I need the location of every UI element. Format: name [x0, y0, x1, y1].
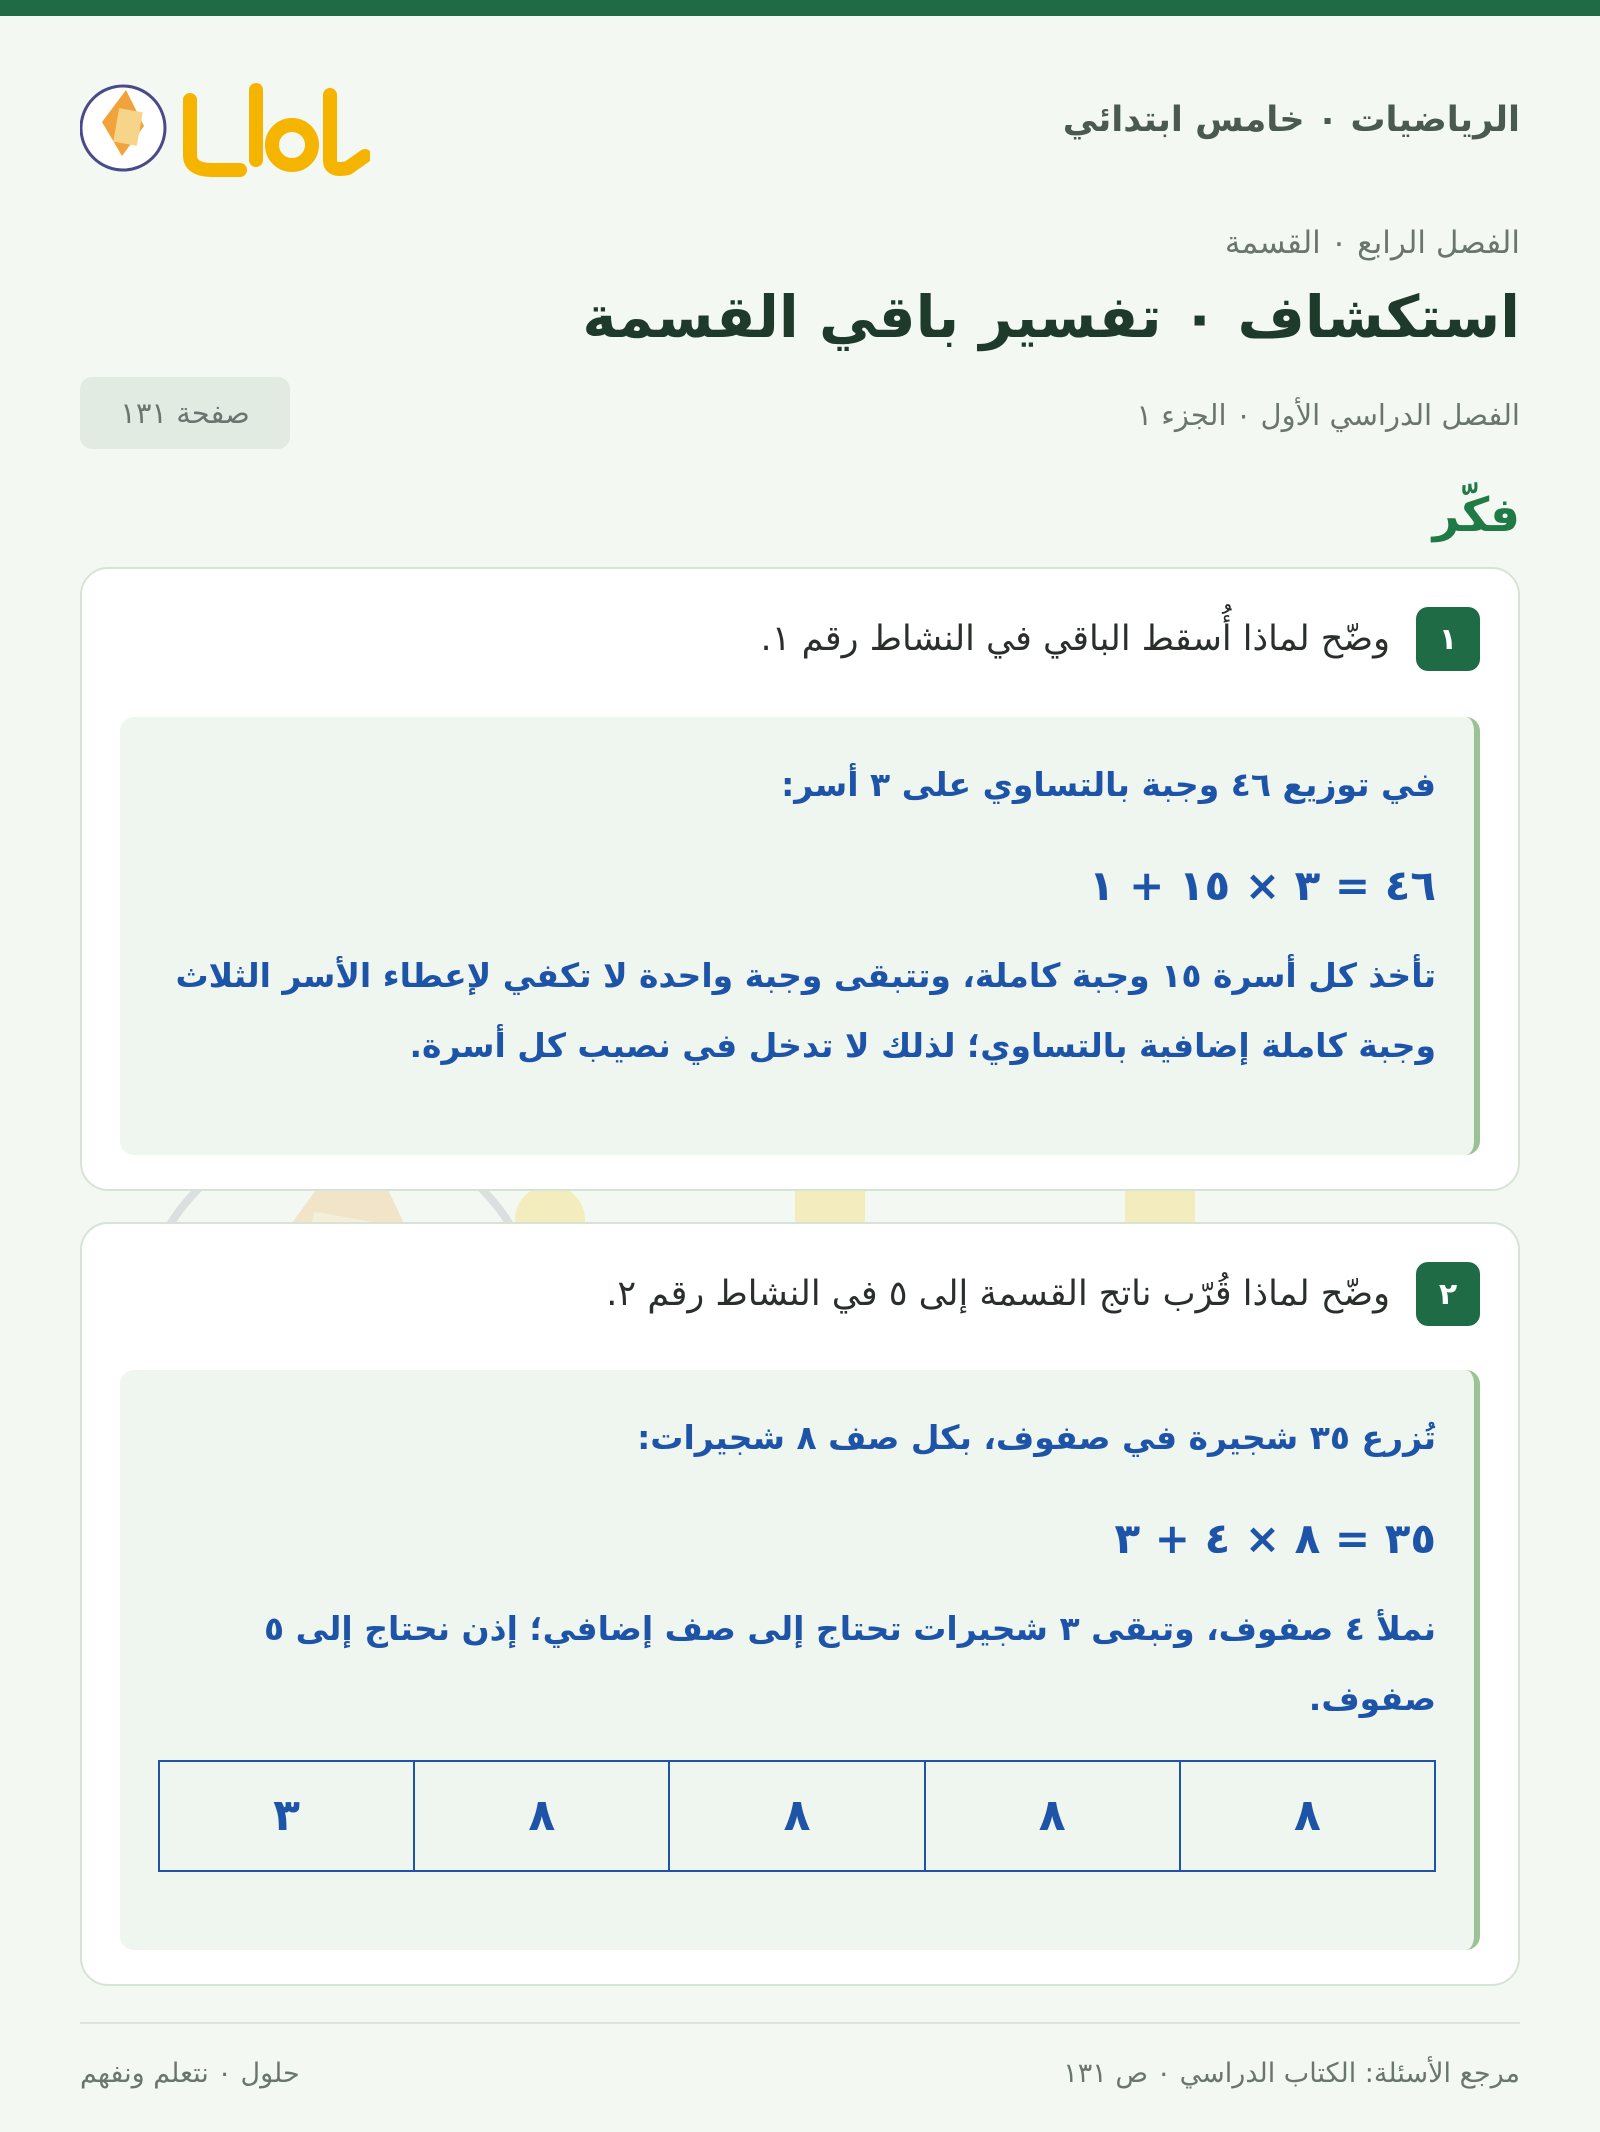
row-cell: ٨: [668, 1762, 923, 1870]
page-number-badge: صفحة ١٣١: [80, 377, 290, 449]
question-header: [761, 607, 1480, 671]
section-title: فكّر: [1432, 488, 1520, 543]
answer-equation: ٤٦ = ٣ × ١٥ + ١: [1088, 860, 1436, 910]
footer-divider: [80, 2022, 1520, 2024]
chapter-label: الفصل الرابع ٠ القسمة: [1224, 225, 1520, 261]
row-cell: ٨: [413, 1762, 668, 1870]
answer-box: [120, 717, 1480, 1155]
rows-diagram: [158, 1760, 1436, 1872]
semester-label: الفصل الدراسي الأول ٠ الجزء ١: [1136, 398, 1520, 432]
question-card-2: [80, 1222, 1520, 1986]
footer-reference: مرجع الأسئلة: الكتاب الدراسي ٠ ص ١٣١: [1063, 2058, 1520, 2089]
footer-brand: حلول ٠ نتعلم ونفهم: [80, 2058, 300, 2089]
answer-intro: في توزيع ٤٦ وجبة بالتساوي على ٣ أسر:: [781, 765, 1436, 804]
row-cell-remainder: ٣: [273, 1790, 301, 1842]
subject-label: الرياضيات ٠ خامس ابتدائي: [1062, 100, 1520, 140]
answer-intro: تُزرع ٣٥ شجيرة في صفوف، بكل صف ٨ شجيرات:: [637, 1418, 1436, 1457]
row-cell: ٨: [924, 1762, 1179, 1870]
question-card-1: [80, 567, 1520, 1191]
answer-box: [120, 1370, 1480, 1950]
answer-explanation: نملأ ٤ صفوف، وتبقى ٣ شجيرات تحتاج إلى صف إضافي؛ إذن نحتاج إلى ٥ صفوف.: [263, 1608, 1436, 1718]
row-cell: ٨: [1179, 1762, 1434, 1870]
question-header: [606, 1262, 1480, 1326]
page-header: [80, 60, 1520, 190]
answer-equation: ٣٥ = ٨ × ٤ + ٣: [1114, 1513, 1436, 1563]
question-text: وضّح لماذا قُرّب ناتج القسمة إلى ٥ في النشاط رقم ٢.: [606, 1274, 1390, 1314]
question-text: وضّح لماذا أُسقط الباقي في النشاط رقم ١.: [760, 619, 1390, 659]
hulool-logo: [80, 60, 370, 190]
question-number-badge: ٢: [1416, 1262, 1480, 1326]
page-title: استكشاف ٠ تفسير باقي القسمة: [582, 283, 1520, 351]
question-number-badge: ١: [1416, 607, 1480, 671]
top-accent-bar: [0, 0, 1600, 16]
answer-explanation: تأخذ كل أسرة ١٥ وجبة كاملة، وتتبقى وجبة واحدة لا تكفي لإعطاء الأسر الثلاث وجبة كاملة إضافية بالتساوي؛ لذلك لا تدخل في نصيب كل أسرة.: [175, 955, 1436, 1065]
